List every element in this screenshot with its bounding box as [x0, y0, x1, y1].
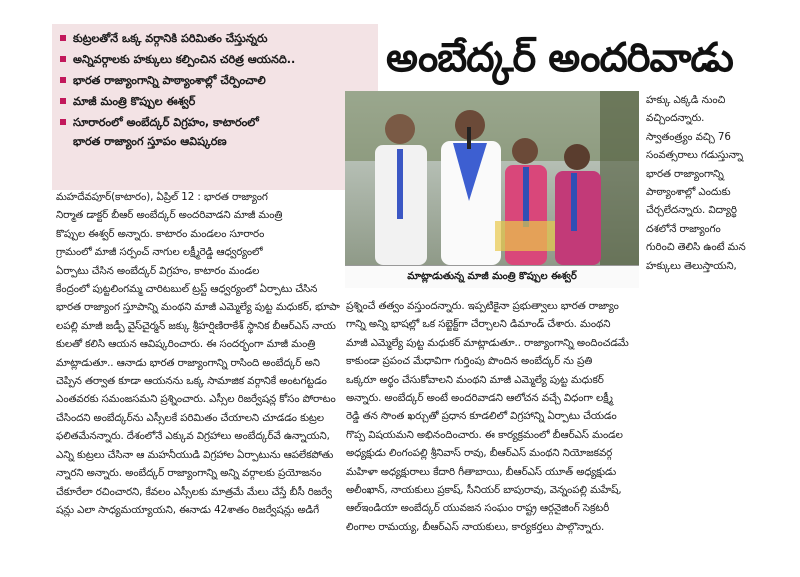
article-line: మాజీ ఎమ్మెల్యే పుట్ట మధుకర్ మాట్లాడుతూ.. రాజ్యాంగాన్ని అందించడమే	[346, 336, 629, 349]
article-line: అన్నారు. అంబేద్కర్ అంటే అందరివాడని ఆలోచన వచ్చే విధంగా లక్ష్మీ	[346, 392, 613, 405]
bullet-item: కుట్రలతోనే ఒక్క వర్గానికి పరిమితం చేస్తున్నరు	[60, 28, 372, 49]
bullet-item: సూరారంలో అంబేద్కర్ విగ్రహం, కాటారంలో	[60, 112, 372, 133]
article-line: గ్రామంలో మాజీ సర్పంచ్ నాగుల లక్ష్మీరెడ్డి ఆధ్వర్యంలో	[56, 246, 263, 259]
article-line: అలీంఖాన్, నాయకులు ప్రకాష్, సీనియర్ బాపురావు, వెన్నంపల్లి మహేష్,	[346, 484, 622, 497]
news-photo	[345, 91, 639, 265]
bullet-item-continuation: భారత రాజ్యాంగ స్తూపం ఆవిష్కరణ	[73, 135, 227, 148]
bullet-marker-icon	[60, 119, 66, 125]
bullet-marker-icon	[60, 56, 66, 62]
article-line: దశలోనే రాజ్యాంగం	[646, 222, 721, 235]
article-line: నిర్మాత డాక్టర్ బీఆర్ అంబేద్కర్ అందరివాడని మాజీ మంత్రి	[56, 209, 283, 222]
article-line: మహిళా అధ్యక్షురాలు కేదారి గీతాబాయి, బీఆర్ఎస్ యూత్ అధ్యక్షుడు	[346, 465, 617, 478]
bullet-item: భారత రాజ్యాంగాన్ని పాఠ్యాంశాల్లో చేర్పించాలి	[60, 70, 372, 91]
article-line: హక్కు ఎక్కడి నుంచి	[646, 94, 726, 106]
bullet-marker-icon	[60, 35, 66, 41]
article-line: కులతో కలిసి ఆయన ఆవిష్కరించారు. ఈ సందర్భంగా మాజీ మంత్రి	[56, 338, 316, 351]
article-line: చేకూరేలా రచించారని, కేవలం ఎస్సీలకు మాత్రమే మేలు చేస్తే బీసీ రిజర్వే	[56, 485, 332, 498]
article-line: లపల్లి మాజీ జడ్పీ వైస్‌చైర్మన్ జక్కు శ్రీహర్షిణిరాకేశ్ స్థానిక బీఆర్ఎస్ నాయ	[56, 319, 336, 332]
headline: అంబేద్కర్ అందరివాడు	[386, 35, 733, 81]
article-line: ఏర్పాటు చేసిన అంబేద్కర్ విగ్రహం, కాటారం మండల	[56, 264, 260, 277]
bullet-item: మాజీ మంత్రి కొప్పుల ఈశ్వర్	[60, 91, 372, 112]
bullet-marker-icon	[60, 98, 66, 104]
article-line: రెడ్డి తన సొంత ఖర్చుతో ప్రధాన కూడలిలో విగ్రహాన్ని ఏర్పాటు చేయడం	[346, 410, 617, 423]
article-line: మహదేవపూర్(కాటారం), ఏప్రిల్ 12 : భారత రాజ్యాంగ	[56, 191, 268, 203]
article-line: భారత రాజ్యాంగాన్ని	[646, 167, 724, 180]
article-line: గాన్ని అన్ని భాషల్లో ఒక సబ్జెక్ట్‌గా చేర్చాలని డిమాండ్ చేశారు. మంథని	[346, 318, 611, 331]
article-bottom-column	[346, 297, 766, 536]
article-line: ఫలితమేనన్నారు. దేశంలోనే ఎక్కువ విగ్రహాలు అంబేద్కర్‌వే ఉన్నాయని,	[56, 430, 330, 443]
article-line: ఆల్‌ఇండియా అంబేద్కర్ యువజన సంఘం రాష్ట్ర ఆర్గనైజింగ్ సెక్రటరీ	[346, 502, 610, 515]
article-line: న్నారని అన్నారు. అంబేద్కర్ రాజ్యాంగాన్ని అన్ని వర్గాలకు ప్రయోజనం	[56, 467, 322, 480]
article-line: కొప్పుల ఈశ్వర్ అన్నారు. కాటారం మండలం సూరారం	[56, 227, 265, 240]
photo-caption: మాట్లాడుతున్న మాజీ మంత్రి కొప్పుల ఈశ్వర్	[345, 265, 639, 288]
article-line: స్వాతంత్ర్యం వచ్చి 76	[646, 130, 731, 143]
article-line: ఎన్ని కుట్రలు చేసినా ఆ మహనీయుడి విగ్రహాల ఏర్పాటును ఆపలేకపోతు	[56, 448, 334, 461]
article-line: లింగాల రామయ్య, బీఆర్ఎస్ నాయకులు, కార్యకర్తలు పాల్గొన్నారు.	[346, 520, 605, 533]
article-line: షన్లు ఎలా సాధ్యమయ్యాయని, ఈనాడు 42శాతం రిజర్వేషన్లు అడిగే	[56, 503, 320, 516]
article-line: గురించి తెలిసి ఉంటే మన	[646, 241, 746, 254]
article-line: కాకుండా ప్రపంచ మేధావిగా గుర్తింపు పొందిన అంబేద్కర్ ను ప్రతి	[346, 355, 593, 368]
article-line: ఎంతవరకు సమంజసమని ప్రశ్నించారు. ఎస్సీల రిజర్వేషన్ల కోసం పోరాటం	[56, 393, 336, 406]
article-line: ఒక్కరూ అర్థం చేసుకోవాలని మంథని మాజీ ఎమ్మెల్యే పుట్ట మధుకర్	[346, 373, 604, 386]
article-line: చేసిందని అంబేద్కర్‌ను ఎస్సీలకే పరిమితం చేయాలని చూడడం కుట్రల	[56, 411, 324, 424]
article-line: కేంద్రంలో పుట్టలింగమ్మ చారిటబుల్ ట్రస్ట్ ఆధ్వర్యంలో ఏర్పాటు చేసిన	[56, 283, 318, 296]
article-line: సంవత్సరాలు గడుస్తున్నా	[646, 149, 743, 162]
article-line: గొప్ప విషయమని అభినందించారు. ఈ కార్యక్రమంలో బీఆర్ఎస్ మండల	[346, 428, 623, 441]
article-line: మాట్లాడుతూ.. ఆనాడు భారత రాజ్యాంగాన్ని రాసింది అంబేద్కర్ అని	[56, 356, 320, 369]
article-left-column	[56, 188, 342, 519]
bullet-item: అన్నివర్గాలకు హక్కులు కల్పించిన చరిత్ర ఆయనది..	[60, 49, 372, 70]
article-line: చేర్చలేదన్నారు. విద్యార్థి	[646, 204, 737, 217]
article-line: వచ్చిందన్నారు.	[646, 112, 705, 125]
article-line: ప్రశ్నించే తత్వం వస్తుందన్నారు. ఇప్పటికైనా ప్రభుత్వాలు భారత రాజ్యాం	[346, 300, 619, 312]
article-line: చెప్పిన తర్వాత కూడా ఆయనను ఒక్క సామాజిక వర్గానికే అంటగట్టడం	[56, 375, 327, 388]
article-line: పాఠ్యాంశాల్లో ఎందుకు	[646, 186, 731, 199]
bullet-marker-icon	[60, 77, 66, 83]
article-right-column	[646, 91, 764, 275]
article-line: అధ్యక్షుడు లింగంపల్లి శ్రీనివాస్ రావు, బీఆర్ఎస్ మంథని నియోజకవర్గ	[346, 447, 613, 460]
article-line: భారత రాజ్యాంగ స్తూపాన్ని మంథని మాజీ ఎమ్మెల్యే పుట్ట మధుకర్, భూపా	[56, 301, 340, 314]
article-line: హక్కులు తెలుస్తాయని,	[646, 259, 737, 272]
highlights-box	[52, 24, 378, 190]
